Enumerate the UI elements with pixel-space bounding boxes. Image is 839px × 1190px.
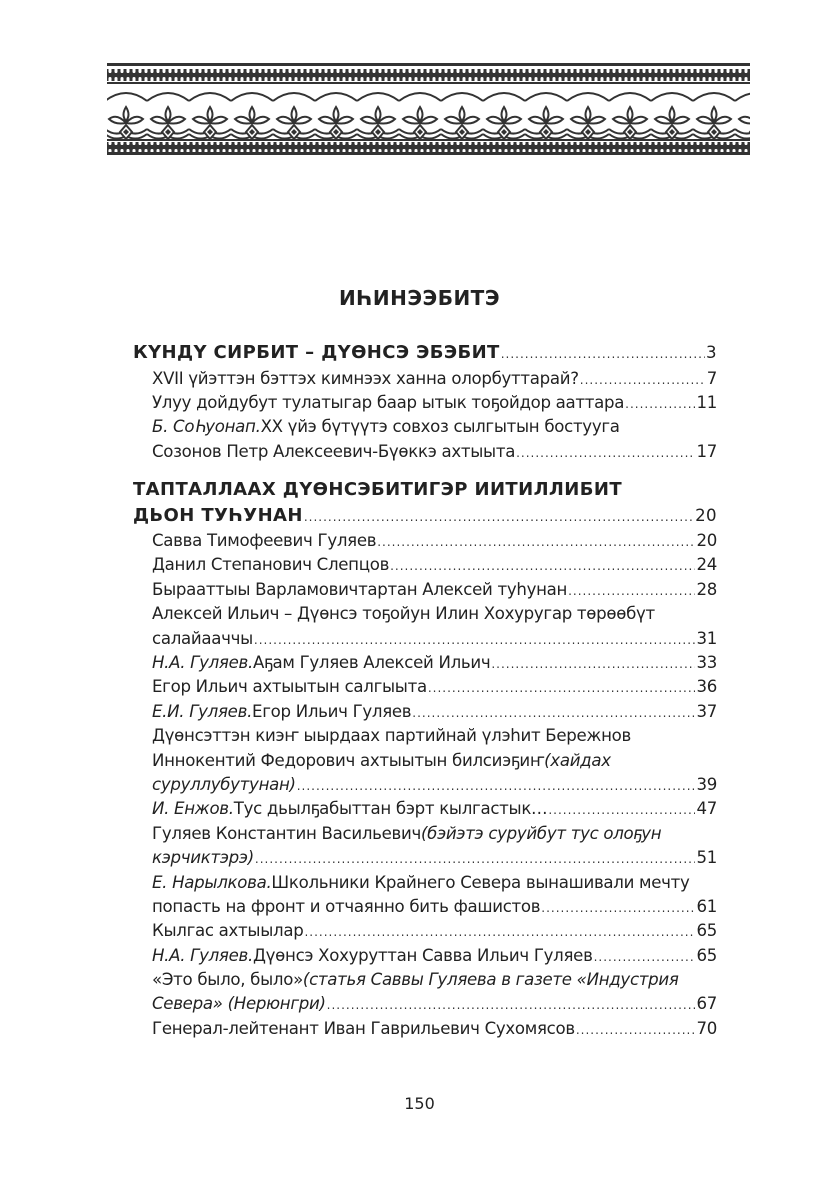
entry-text-italic: Н.А. Гуляев.	[152, 945, 253, 965]
entry-text-italic: Е. Нарылкова.	[152, 872, 272, 892]
entry-text: ТАПТАЛЛААХ ДҮӨНСЭБИТИГЭР ИИТИЛЛИБИТ	[133, 479, 623, 501]
entry-text-italic: Е.И. Гуляев.	[152, 701, 253, 721]
entry-page-number: 39	[696, 774, 717, 794]
entry-line	[133, 367, 717, 391]
entry-text: Иннокентий Федорович ахтыытын билсиэҕиҥ	[152, 750, 545, 770]
entry-text: Егор Ильич ахтыытын салгыыта	[152, 677, 427, 697]
dot-leader	[548, 798, 695, 822]
entry-page-number: 17	[696, 441, 717, 461]
entry-text-italic: И. Енжов.	[152, 799, 234, 819]
entry-text-italic: Б. СоҺуонап.	[152, 417, 261, 437]
dot-leader	[576, 1018, 696, 1042]
dot-leader	[516, 441, 695, 465]
entry-text: XVII үйэттэн бэттэх кимнээх ханна олорбуттарай?	[152, 368, 579, 388]
entry-line	[133, 478, 717, 504]
toc-section-entry	[133, 478, 717, 529]
dot-leader	[501, 342, 705, 366]
entry-page-number: 61	[696, 896, 717, 916]
entry-text: Тус дьылҕабыттан бэрт кылгастык…	[233, 799, 548, 819]
entry-page-number: 70	[696, 1018, 717, 1038]
dot-leader	[580, 368, 706, 392]
dot-leader	[304, 920, 695, 944]
toc-entry	[133, 944, 717, 968]
dot-leader	[304, 505, 694, 529]
dot-leader	[297, 774, 696, 798]
entry-text-italic: (хайдах	[544, 750, 611, 770]
entry-line	[133, 341, 717, 367]
entry-text: КҮНДҮ СИРБИТ – ДҮӨНСЭ ЭБЭБИТ	[133, 342, 500, 363]
entry-page-number: 11	[696, 392, 717, 412]
table-of-contents	[133, 341, 717, 1041]
entry-page-number: 33	[696, 653, 717, 673]
entry-line	[133, 553, 717, 577]
entry-text: Дүөнсэ Хохуруттан Савва Ильич Гуляев	[252, 945, 593, 965]
dot-leader	[255, 847, 696, 871]
entry-line	[133, 724, 717, 748]
dot-leader	[412, 701, 695, 725]
entry-page-number: 7	[706, 368, 717, 388]
entry-line	[133, 578, 717, 602]
entry-text-italic: (статья Саввы Гуляева в газете «Индустрия	[302, 970, 679, 990]
entry-line	[133, 504, 717, 530]
entry-text: Алексей Ильич – Дүөнсэ тоҕойун Илин Хохуругар төрөөбүт	[152, 604, 655, 624]
entry-line	[133, 846, 717, 870]
entry-page-number: 31	[696, 628, 717, 648]
toc-section-entry	[133, 341, 717, 367]
entry-text: Егор Ильич Гуляев	[252, 701, 412, 721]
toc-entry	[133, 529, 717, 553]
entry-text: Кылгас ахтыылар	[152, 921, 304, 941]
entry-page-number: 47	[696, 799, 717, 819]
entry-page-number: 37	[696, 701, 717, 721]
entry-text-italic: кэрчиктэрэ)	[152, 848, 254, 868]
entry-line	[133, 391, 717, 415]
dot-leader	[491, 652, 695, 676]
dot-leader	[541, 896, 695, 920]
entry-text: Савва Тимофеевич Гуляев	[152, 531, 377, 551]
entry-line	[133, 529, 717, 553]
entry-line	[133, 627, 717, 651]
entry-line	[133, 773, 717, 797]
entry-page-number: 28	[696, 579, 717, 599]
toc-entry	[133, 651, 717, 675]
entry-text: Созонов Петр Алексеевич-Бүөккэ ахтыыта	[152, 441, 516, 461]
toc-entry	[133, 822, 717, 871]
entry-text-italic: суруллубутунан)	[152, 774, 296, 794]
entry-line	[133, 871, 717, 895]
dot-leader	[625, 392, 695, 416]
entry-page-number: 20	[696, 531, 717, 551]
toc-entry	[133, 797, 717, 821]
toc-entry	[133, 968, 717, 1017]
entry-text: ХХ үйэ бүтүүтэ совхоз сылгытын бостууга	[260, 417, 620, 437]
dot-leader	[594, 945, 696, 969]
entry-line	[133, 968, 717, 992]
entry-text: попасть на фронт и отчаянно бить фашистов	[152, 896, 541, 916]
toc-entry	[133, 919, 717, 943]
entry-text-italic: Севера» (Нерюнгри)	[152, 994, 326, 1014]
entry-text-italic: Н.А. Гуляев.	[152, 653, 253, 673]
dot-leader	[390, 554, 695, 578]
entry-text: Гуляев Константин Васильевич	[152, 823, 421, 843]
entry-text: Дүөнсэттэн киэҥ ыырдаах партийнай үлэһит Бережнов	[152, 726, 631, 746]
entry-line	[133, 651, 717, 675]
entry-line	[133, 675, 717, 699]
entry-page-number: 51	[696, 848, 717, 868]
entry-page-number: 24	[696, 555, 717, 575]
entry-text: ДЬОН ТУҺУНАН	[133, 504, 303, 526]
toc-entry	[133, 700, 717, 724]
dot-leader	[568, 579, 695, 603]
entry-line	[133, 700, 717, 724]
entry-line	[133, 992, 717, 1016]
dot-leader	[254, 628, 696, 652]
entry-page-number: 36	[696, 677, 717, 697]
toc-entry	[133, 367, 717, 391]
entry-page-number: 3	[706, 343, 717, 362]
entry-text: Аҕам Гуляев Алексей Ильич	[252, 653, 491, 673]
entry-line	[133, 440, 717, 464]
entry-line	[133, 797, 717, 821]
entry-text-italic: (бэйэтэ суруйбут тус олоҕун	[420, 823, 662, 843]
entry-text: Данил Степанович Слепцов	[152, 555, 390, 575]
entry-line	[133, 895, 717, 919]
entry-text: Генерал-лейтенант Иван Гаврильевич Сухомясов	[152, 1018, 575, 1038]
toc-entry	[133, 578, 717, 602]
entry-page-number: 65	[696, 945, 717, 965]
decorative-ornament-border	[107, 63, 750, 155]
dot-leader	[327, 993, 696, 1017]
toc-entry	[133, 724, 717, 797]
toc-entry	[133, 871, 717, 920]
entry-page-number: 67	[696, 994, 717, 1014]
dot-leader	[428, 676, 696, 700]
entry-text: Улуу дойдубут тулатыгар баар ытык тоҕойдор ааттара	[152, 392, 625, 412]
dot-leader	[377, 530, 695, 554]
toc-entry	[133, 675, 717, 699]
toc-entry	[133, 553, 717, 577]
toc-entry	[133, 391, 717, 415]
entry-line	[133, 602, 717, 626]
toc-title: ИҺИНЭЭБИТЭ	[338, 286, 501, 310]
entry-text: салайааччы	[152, 628, 253, 648]
entry-line	[133, 415, 717, 439]
toc-entry	[133, 415, 717, 464]
entry-line	[133, 822, 717, 846]
page-number: 150	[404, 1094, 435, 1113]
entry-line	[133, 944, 717, 968]
entry-line	[133, 1017, 717, 1041]
entry-page-number: 65	[696, 921, 717, 941]
entry-page-number: 20	[695, 505, 717, 525]
entry-text: «Это было, было»	[152, 970, 303, 990]
entry-text: Школьники Крайнего Севера вынашивали мечту	[271, 872, 690, 892]
entry-line	[133, 919, 717, 943]
toc-entry	[133, 1017, 717, 1041]
entry-line	[133, 749, 717, 773]
toc-entry	[133, 602, 717, 651]
entry-text: Бырааттыы Варламовичтартан Алексей туһунан	[152, 579, 568, 599]
